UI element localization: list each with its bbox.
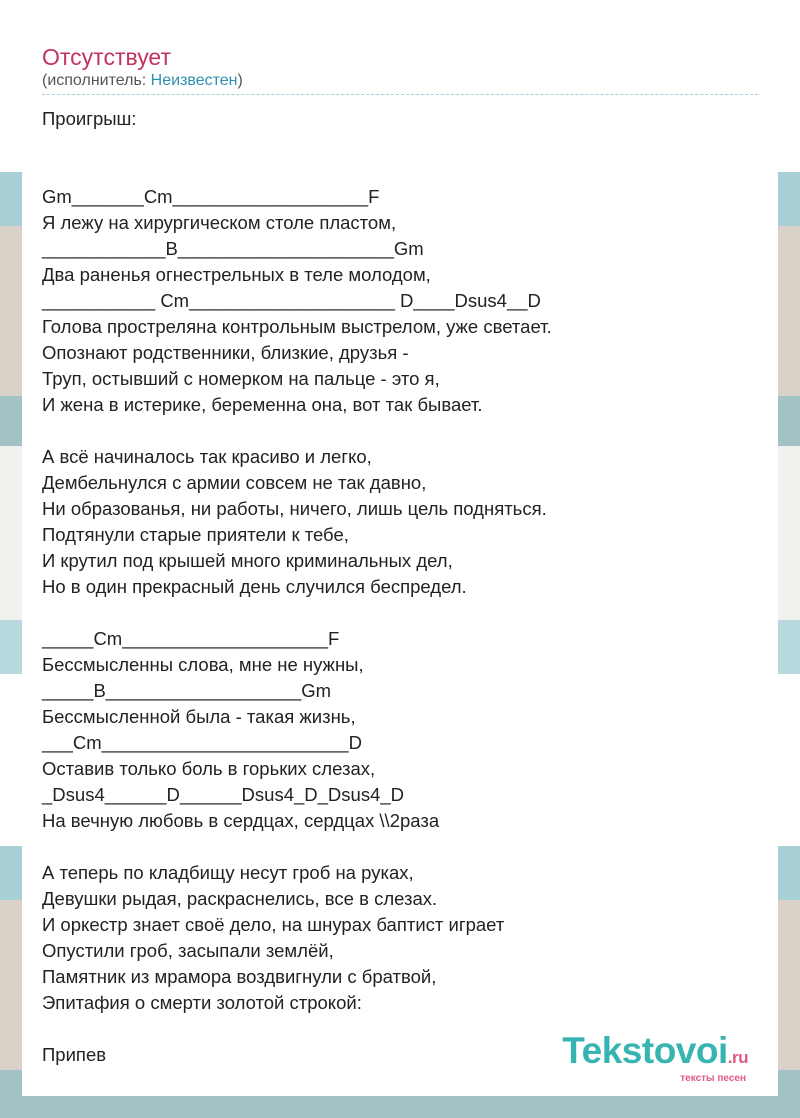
lyric-line bbox=[42, 418, 758, 444]
lyric-line: Gm_______Cm___________________F bbox=[42, 186, 380, 207]
lyric-line: ____________B_____________________Gm bbox=[42, 238, 424, 259]
lyric-line: _____B___________________Gm bbox=[42, 680, 332, 701]
song-title: Отсутствует bbox=[42, 44, 171, 70]
lyric-line: И оркестр знает своё дело, на шнурах баптист играет bbox=[42, 914, 505, 935]
lyric-line: Голова простреляна контрольным выстрелом, уже светает. bbox=[42, 316, 552, 337]
lyric-line: ___Cm________________________D bbox=[42, 732, 362, 753]
logo-suffix: .ru bbox=[727, 1048, 748, 1067]
lyric-line: Я лежу на хирургическом столе пластом, bbox=[42, 212, 397, 233]
lyrics-card bbox=[22, 28, 778, 1096]
lyric-line: Ни образованья, ни работы, ничего, лишь цель подняться. bbox=[42, 498, 547, 519]
lyric-line: Два раненья огнестрельных в теле молодом, bbox=[42, 264, 431, 285]
lyric-line: Бессмысленны слова, мне не нужны, bbox=[42, 654, 364, 675]
lyric-line bbox=[42, 600, 758, 626]
lyric-line: Труп, остывший с номерком на пальце - это я, bbox=[42, 368, 440, 389]
lyric-line: _____Cm____________________F bbox=[42, 628, 340, 649]
artist-prefix: (исполнитель: bbox=[42, 72, 151, 89]
lyric-line bbox=[42, 834, 758, 860]
lyric-line bbox=[42, 158, 758, 184]
logo-name: Tekstovoi bbox=[562, 1030, 728, 1071]
lyric-line: На вечную любовь в сердцах, сердцах \\2раза bbox=[42, 810, 440, 831]
lyric-line: А всё начиналось так красиво и легко, bbox=[42, 446, 372, 467]
lyric-line: И жена в истерике, беременна она, вот так бывает. bbox=[42, 394, 483, 415]
lyric-line: ___________ Cm____________________ D____Dsus4__D bbox=[42, 290, 541, 311]
site-logo[interactable] bbox=[562, 1032, 748, 1084]
lyric-line: Опустили гроб, засыпали землёй, bbox=[42, 940, 334, 961]
artist-suffix: ) bbox=[237, 72, 243, 89]
divider bbox=[42, 94, 758, 95]
lyric-line: Проигрыш: bbox=[42, 108, 137, 129]
lyrics-body bbox=[42, 106, 758, 1068]
lyric-line bbox=[42, 132, 758, 158]
lyric-line: _Dsus4______D______Dsus4_D_Dsus4_D bbox=[42, 784, 405, 805]
logo-tagline: тексты песен bbox=[680, 1073, 746, 1084]
lyric-line: А теперь по кладбищу несут гроб на руках, bbox=[42, 862, 414, 883]
lyric-line: Дембельнулся с армии совсем не так давно, bbox=[42, 472, 427, 493]
lyric-line: Бессмысленной была - такая жизнь, bbox=[42, 706, 356, 727]
lyric-line: Опознают родственники, близкие, друзья - bbox=[42, 342, 409, 363]
lyric-line: И крутил под крышей много криминальных дел, bbox=[42, 550, 453, 571]
lyric-line: Оставив только боль в горьких слезах, bbox=[42, 758, 376, 779]
lyric-line: Но в один прекрасный день случился беспредел. bbox=[42, 576, 467, 597]
lyric-line: Припев bbox=[42, 1044, 107, 1065]
lyric-line: Памятник из мрамора воздвигнули с братвой, bbox=[42, 966, 437, 987]
lyric-line: Подтянули старые приятели к тебе, bbox=[42, 524, 349, 545]
artist-line bbox=[42, 72, 243, 90]
artist-link[interactable]: Неизвестен bbox=[150, 72, 238, 89]
lyric-line: Девушки рыдая, раскраснелись, все в слезах. bbox=[42, 888, 438, 909]
lyric-line: Эпитафия о смерти золотой строкой: bbox=[42, 992, 362, 1013]
